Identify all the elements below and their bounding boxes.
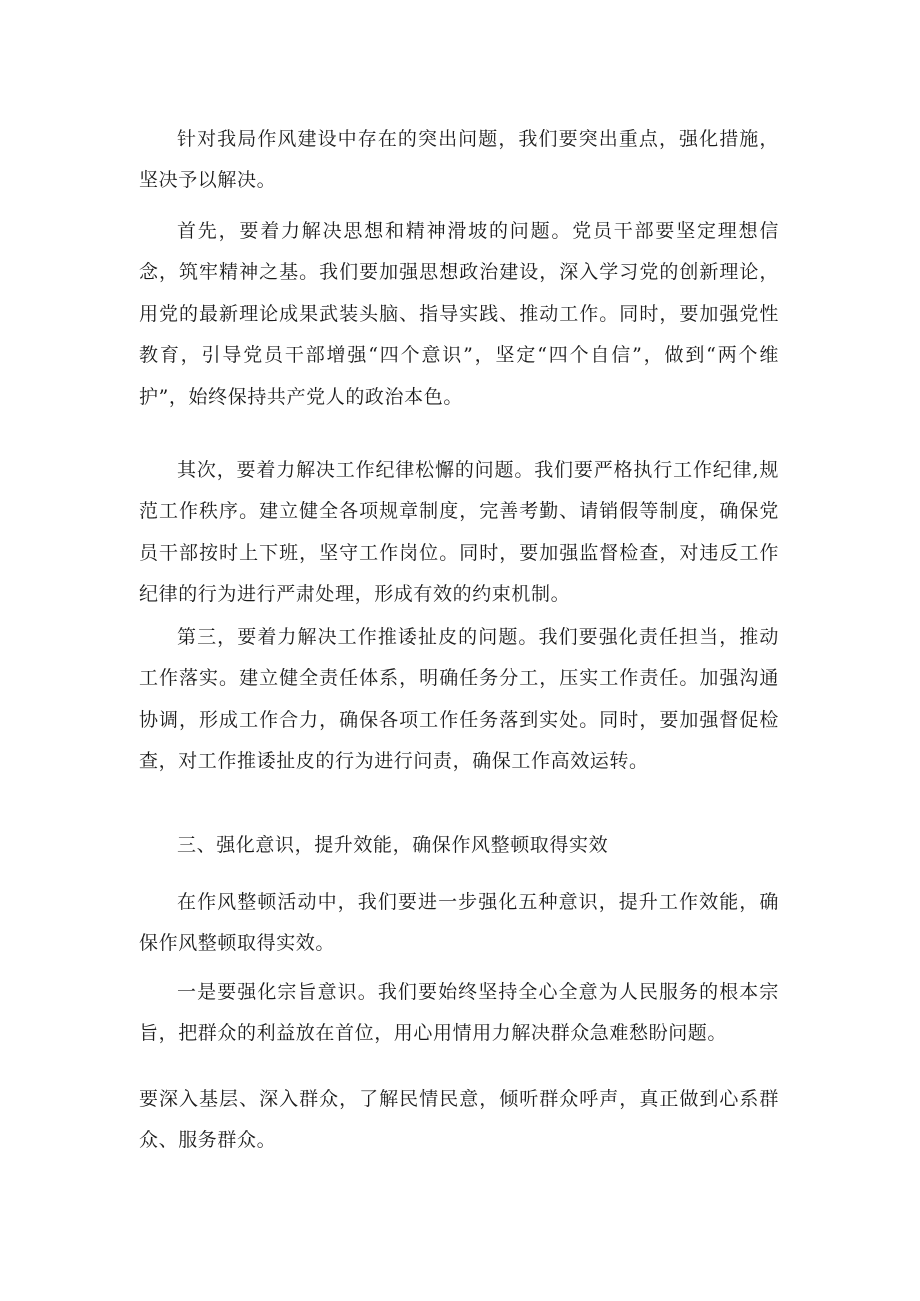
paragraph-section-intro: 在作风整顿活动中，我们要进一步强化五种意识，提升工作效能，确保作风整顿取得实效。: [139, 891, 779, 955]
section-heading-three: 三、强化意识，提升效能，确保作风整顿取得实效: [177, 834, 609, 856]
paragraph-second-point: 其次，要着力解决工作纪律松懈的问题。我们要严格执行工作纪律,规范工作秩序。建立健全各项规章制度，完善考勤、请销假等制度，确保党员干部按时上下班，坚守工作岗位。同时，要加强监督检查，对违反工作纪律的行为进行严肃处理，形成有效的约束机制。: [139, 459, 779, 606]
paragraph-third-point: 第三，要着力解决工作推诿扯皮的问题。我们要强化责任担当，推动工作落实。建立健全责任体系，明确任务分工，压实工作责任。加强沟通协调，形成工作合力，确保各项工作任务落到实处。同时，要加强督促检查，对工作推诿扯皮的行为进行问责，确保工作高效运转。: [139, 626, 779, 773]
paragraph-first-point: 首先，要着力解决思想和精神滑坡的问题。党员干部要坚定理想信念，筑牢精神之基。我们要加强思想政治建设，深入学习党的创新理论，用党的最新理论成果武装头脑、指导实践、推动工作。同时，要加强党性教育，引导党员干部增强“四个意识”，坚定“四个自信”，做到“两个维护”，始终保持共产党人的政治本色。: [139, 220, 779, 408]
paragraph-purpose-awareness: 一是要强化宗旨意识。我们要始终坚持全心全意为人民服务的根本宗旨，把群众的利益放在首位，用心用情用力解决群众急难愁盼问题。: [139, 981, 779, 1045]
paragraph-intro: 针对我局作风建设中存在的突出问题，我们要突出重点，强化措施，坚决予以解决。: [139, 128, 779, 192]
paragraph-grassroots: 要深入基层、深入群众，了解民情民意，倾听群众呼声，真正做到心系群众、服务群众。: [139, 1088, 779, 1152]
